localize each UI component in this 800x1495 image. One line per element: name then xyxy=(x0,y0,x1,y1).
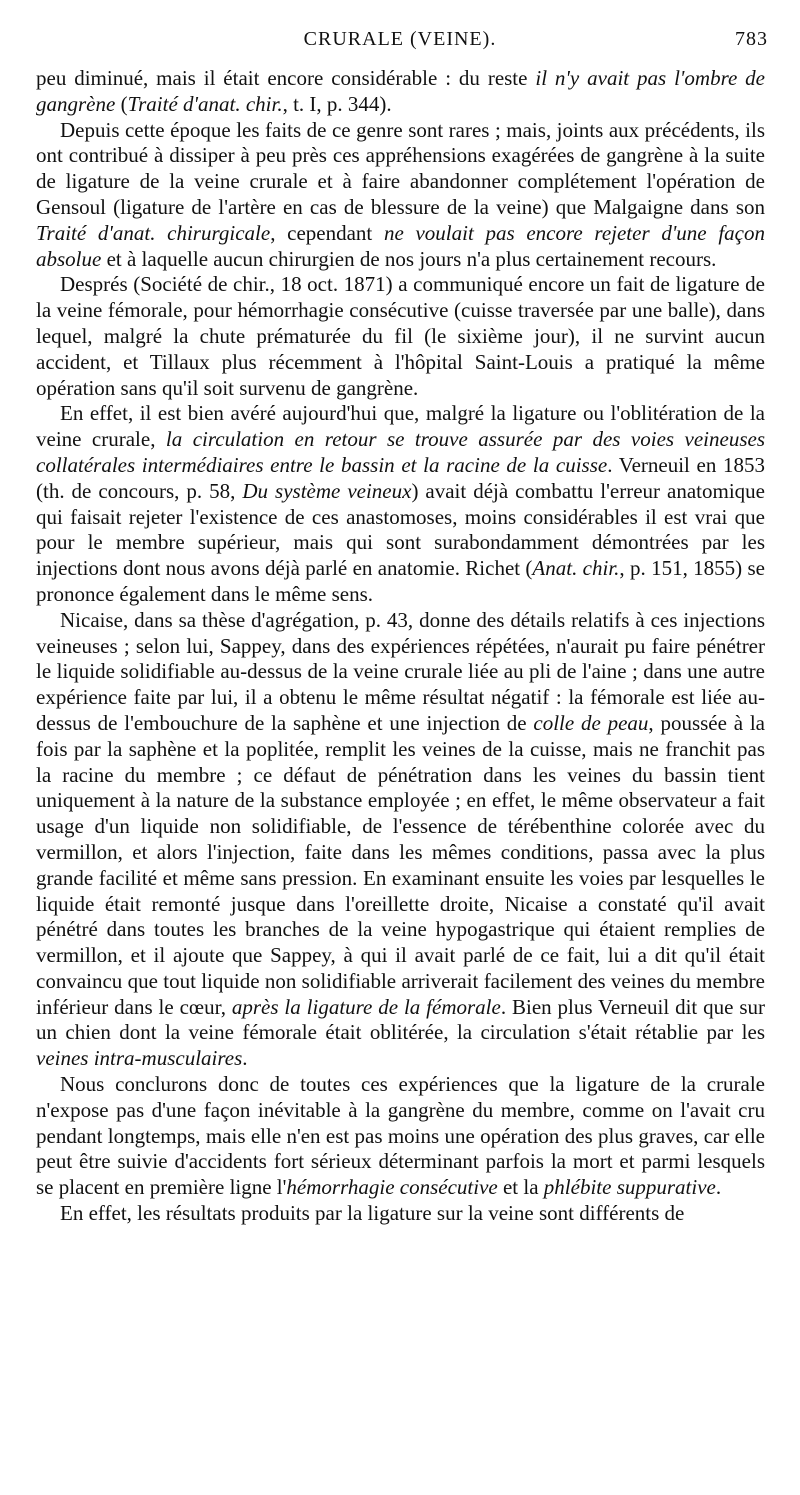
italic-text: Traité d'anat. chirurgicale xyxy=(36,220,271,245)
paragraph xyxy=(36,1201,765,1227)
text-run: , cependant xyxy=(270,220,384,245)
text-run: ) avait déjà combattu l'erreur anatomique qui faisait rejeter l'existence de ces anastomoses, moins considérables il est vrai que pour le membre supérieur, mais qui sont surabondamment démontrées par les injections dont nous avons déjà parlé en anatomie. Richet ( xyxy=(36,478,765,581)
italic-text: il n'y avait pas l'ombre de gangrène xyxy=(36,66,765,116)
paragraph xyxy=(36,66,765,118)
page-number: 783 xyxy=(735,28,768,50)
text-run: et la xyxy=(497,1175,544,1200)
text-run: . Verneuil en 1853 (th. de concours, p. 58, xyxy=(36,452,765,503)
text-run: . xyxy=(715,1175,722,1200)
italic-text: Du système veineux xyxy=(242,478,412,503)
italic-text: la circulation en retour se trouve assurée par des voies veineuses collatérales intermédiaires entre le bassin et la racine de la cuisse xyxy=(36,427,765,477)
italic-text: Anat. chir. xyxy=(532,556,620,581)
text-run: . xyxy=(242,1046,248,1071)
italic-text: veines intra-musculaires xyxy=(36,1046,243,1071)
italic-text: phlébite suppurative xyxy=(543,1175,716,1200)
text-run: , t. I, p. 344). xyxy=(282,91,392,116)
text-run: , poussée à la fois par la saphène et la poplitée, remplit les veines de la cuisse, mais ne franchit pas la racine du membre ; ce défaut de pénétration dans les veines du bassin tient uniquement à la nature de la substance employée ; en effet, le même observateur a fait usage d'un liquide non solidifiable, de l'essence de térébenthine colorée avec du vermillon, et alors l'injection, faite dans les mêmes conditions, passa avec la plus grande facilité et même sans pression. En examinant ensuite les voies par lesquelles le liquide était remonté jusque dans l'oreillette droite, Nicaise a constaté qu'il avait pénétré dans toutes les branches de la veine hypogastrique qui étaient remplies de vermillon, et il ajoute que Sappey, à qui il avait parlé de ce fait, lui a dit qu'il était convaincu que tout liquide non solidifiable arriverait facilement des veines du membre inférieur dans le cœur, xyxy=(36,710,766,1019)
text-run: En effet, les résultats produits par la ligature sur la veine sont différents de xyxy=(60,1201,685,1226)
paragraph xyxy=(36,272,765,401)
text-run: et à laquelle aucun chirurgien de nos jours n'a plus certainement recours. xyxy=(101,246,717,271)
page-header xyxy=(0,28,800,58)
italic-text: colle de peau xyxy=(533,710,649,735)
italic-text: ne voulait pas encore rejeter d'une façon absolue xyxy=(36,220,765,271)
body-text xyxy=(36,66,765,1227)
text-run: ( xyxy=(115,91,128,116)
paragraph xyxy=(36,118,765,273)
text-run: Depuis cette époque les faits de ce genre sont rares ; mais, joints aux précédents, ils ont contribué à dissiper à peu près ces appréhensions exagérées de gangrène à la suite de ligature de la veine crurale et à faire abandonner complétement l'opération de Gensoul (ligature de l'artère en cas de blessure de la veine) que Malgaigne dans son xyxy=(36,117,765,219)
text-run: Després (Société de chir., 18 oct. 1871) a communiqué encore un fait de ligature de la veine fémorale, pour hémorrhagie consécutive (cuisse traversée par une balle), dans lequel, malgré la chute prématurée du fil (le sixième jour), il ne survint aucun accident, et Tillaux plus récemment à l'hôpital Saint-Louis a pratiqué la même opération sans qu'il soit survenu de gangrène. xyxy=(36,272,765,400)
text-run: En effet, il est bien avéré aujourd'hui que, malgré la ligature ou l'oblitération de la veine crurale, xyxy=(36,401,765,452)
running-title: CRURALE (VEINE). xyxy=(303,28,497,50)
italic-text: après la ligature de la fémorale xyxy=(231,994,501,1019)
text-run: Nous conclurons donc de toutes ces expériences que la ligature de la crurale n'expose pas d'une façon inévitable à la gangrène du membre, comme on l'avait cru pendant longtemps, mais elle n'en est pas moins une opération des plus graves, car elle peut être suivie d'accidents fort sérieux déterminant parfois la mort et parmi lesquels se placent en première ligne l' xyxy=(36,1072,765,1200)
text-run: , p. 151, 1855) se prononce également dans le même sens. xyxy=(36,556,765,606)
text-run: Nicaise, dans sa thèse d'agrégation, p. 43, donne des détails relatifs à ces injections veineuses ; selon lui, Sappey, dans des expériences répétées, n'aurait pu faire pénétrer le liquide solidifiable au-dessus de la veine crurale liée au pli de l'aine ; dans une autre expérience faite par lui, il a obtenu le même résultat négatif : la fémorale est liée au-dessus de l'embouchure de la saphène et une injection de xyxy=(36,607,765,735)
paragraph xyxy=(36,1072,765,1201)
text-run: peu diminué, mais il était encore considérable : du reste xyxy=(36,66,536,90)
italic-text: hémorrhagie consécutive xyxy=(286,1175,498,1200)
italic-text: Traité d'anat. chir. xyxy=(127,91,283,116)
text-run: . Bien plus Verneuil dit que sur un chien dont la veine fémorale était oblitérée, la circulation s'était rétablie par les xyxy=(36,994,765,1045)
paragraph xyxy=(36,608,765,1072)
paragraph xyxy=(36,401,765,607)
